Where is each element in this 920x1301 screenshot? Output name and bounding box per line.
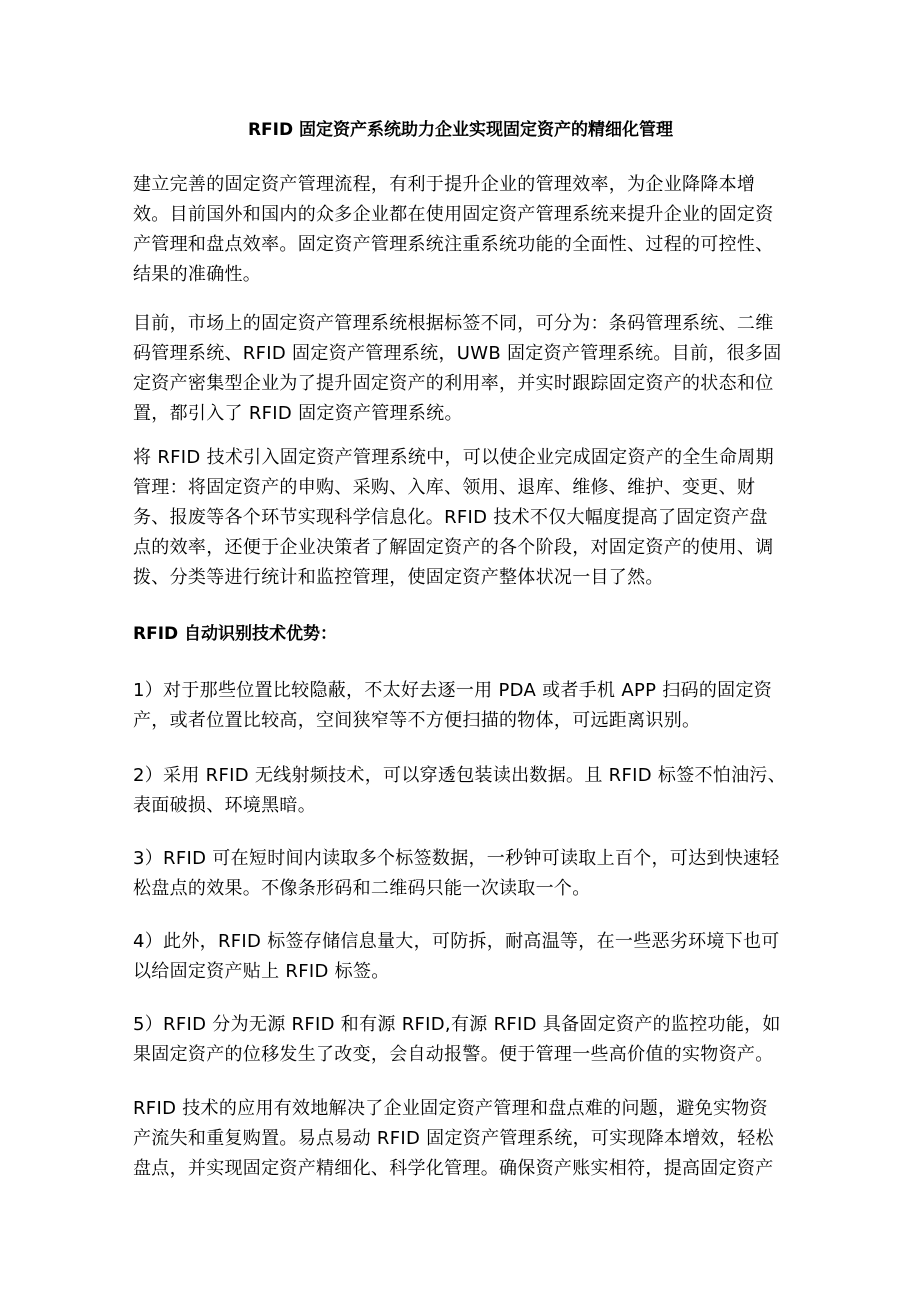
- advantages-heading: RFID 自动识别技术优势：: [133, 624, 338, 644]
- market-paragraph: [133, 309, 793, 429]
- paragraph-line: 2）采用 RFID 无线射频技术，可以穿透包装读出数据。且 RFID 标签不怕油污、: [133, 765, 786, 786]
- paragraph-line: 1）对于那些位置比较隐蔽，不太好去逐一用 PDA 或者手机 APP 扫码的固定资: [133, 680, 773, 701]
- paragraph-line: 结果的准确性。: [133, 264, 262, 285]
- paragraph-line: 产流失和重复购置。易点易动 RFID 固定资产管理系统，可实现降本增效，轻松: [133, 1128, 774, 1149]
- paragraph-line: 产管理和盘点效率。固定资产管理系统注重系统功能的全面性、过程的可控性、: [133, 234, 774, 255]
- paragraph-line: 果固定资产的位移发生了改变，会自动报警。便于管理一些高价值的实物资产。: [133, 1044, 774, 1065]
- paragraph-line: 松盘点的效果。不像条形码和二维码只能一次读取一个。: [133, 878, 591, 899]
- rfid-intro-paragraph: [133, 443, 793, 593]
- advantage-item-2: [133, 761, 793, 821]
- advantage-item-4: [133, 927, 793, 987]
- paragraph-line: 产，或者位置比较高，空间狭窄等不方便扫描的物体，可远距离识别。: [133, 710, 701, 731]
- document-title: RFID 固定资产系统助力企业实现固定资产的精细化管理: [247, 120, 674, 140]
- paragraph-line: 务、报废等各个环节实现科学信息化。RFID 技术不仅大幅度提高了固定资产盘: [133, 507, 768, 528]
- conclusion-paragraph: [133, 1094, 793, 1184]
- advantage-item-5: [133, 1010, 793, 1070]
- paragraph-line: RFID 技术的应用有效地解决了企业固定资产管理和盘点难的问题，避免实物资: [133, 1098, 768, 1119]
- paragraph-line: 目前，市场上的固定资产管理系统根据标签不同，可分为：条码管理系统、二维: [133, 313, 774, 334]
- paragraph-line: 表面破损、环境黑暗。: [133, 795, 316, 816]
- paragraph-line: 盘点，并实现固定资产精细化、科学化管理。确保资产账实相符，提高固定资产: [133, 1158, 774, 1179]
- paragraph-line: 管理：将固定资产的申购、采购、入库、领用、退库、维修、维护、变更、财: [133, 477, 756, 498]
- paragraph-line: 效。目前国外和国内的众多企业都在使用固定资产管理系统来提升企业的固定资: [133, 204, 774, 225]
- paragraph-line: 码管理系统、RFID 固定资产管理系统，UWB 固定资产管理系统。目前，很多固: [133, 343, 782, 364]
- paragraph-line: 5）RFID 分为无源 RFID 和有源 RFID,有源 RFID 具备固定资产的监控功能，如: [133, 1014, 781, 1035]
- paragraph-line: 建立完善的固定资产管理流程，有利于提升企业的管理效率，为企业降降本增: [133, 174, 756, 195]
- intro-paragraph: [133, 170, 793, 290]
- paragraph-line: 将 RFID 技术引入固定资产管理系统中，可以使企业完成固定资产的全生命周期: [133, 447, 774, 468]
- paragraph-line: 3）RFID 可在短时间内读取多个标签数据，一秒钟可读取上百个，可达到快速轻: [133, 848, 780, 869]
- paragraph-line: 置，都引入了 RFID 固定资产管理系统。: [133, 403, 463, 424]
- paragraph-line: 拨、分类等进行统计和监控管理，使固定资产整体状况一目了然。: [133, 567, 664, 588]
- paragraph-line: 定资产密集型企业为了提升固定资产的利用率，并实时跟踪固定资产的状态和位: [133, 373, 774, 394]
- advantage-item-3: [133, 844, 793, 904]
- paragraph-line: 点的效率，还便于企业决策者了解固定资产的各个阶段，对固定资产的使用、调: [133, 537, 774, 558]
- paragraph-line: 以给固定资产贴上 RFID 标签。: [133, 961, 390, 982]
- advantage-item-1: [133, 676, 793, 736]
- paragraph-line: 4）此外，RFID 标签存储信息量大，可防拆，耐高温等，在一些恶劣环境下也可: [133, 931, 780, 952]
